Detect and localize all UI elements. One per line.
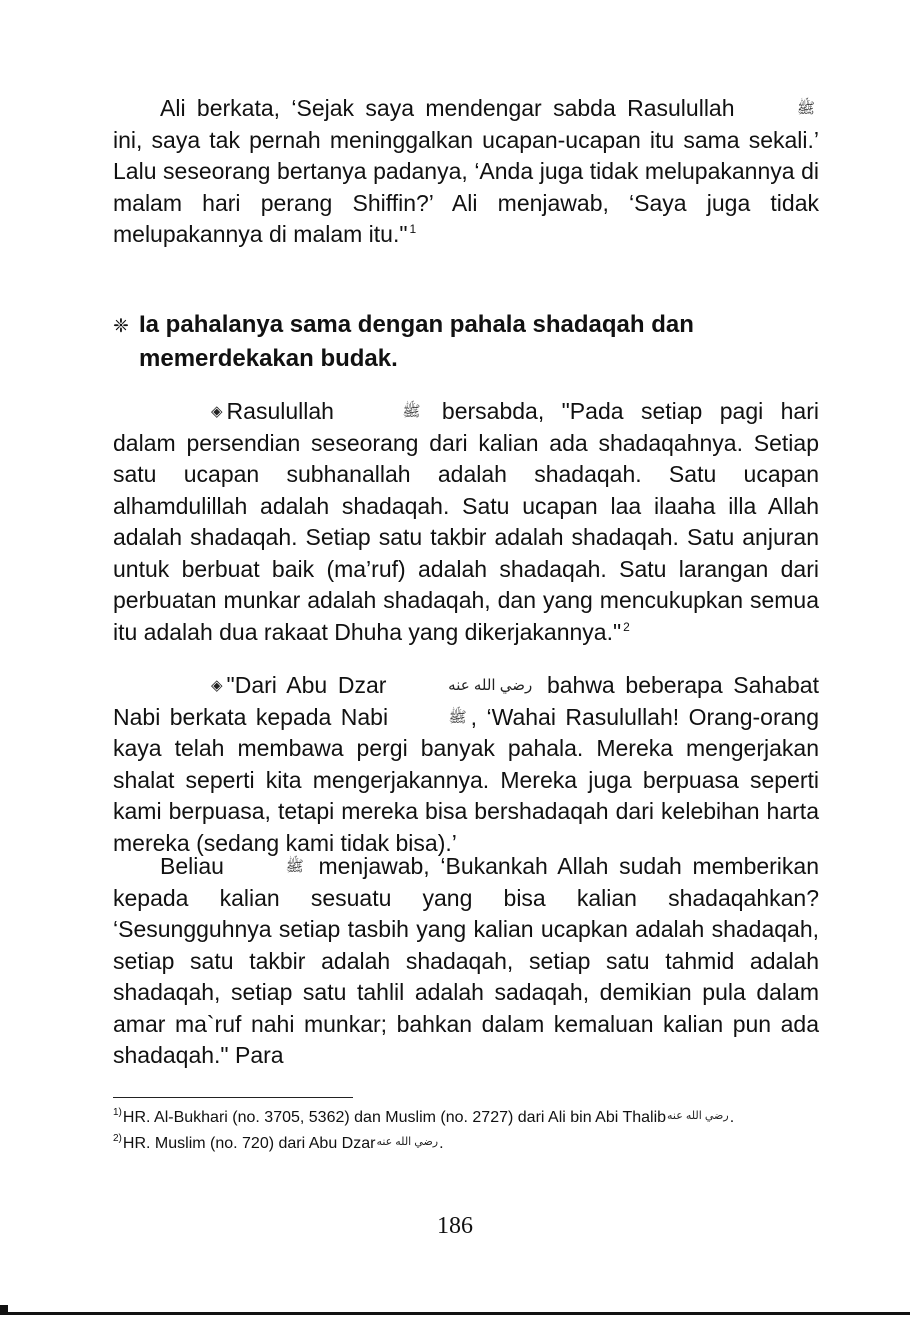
footnote-marker: 2)	[113, 1133, 122, 1144]
paragraph-text: Beliau	[160, 853, 235, 879]
salawat-symbol-icon: ﷺ	[796, 100, 815, 117]
salawat-symbol-icon: ﷺ	[285, 858, 304, 875]
scan-bottom-border	[0, 1312, 910, 1315]
footnote-ref-1: 1	[409, 222, 417, 236]
flower-bullet-icon: ❈	[113, 316, 129, 337]
page-number: 186	[437, 1213, 473, 1239]
footnote-marker: 1)	[113, 1107, 122, 1118]
paragraph-text: menjawab, ‘Bukankah Allah sudah memberikan kepada kalian sesuatu yang bisa kalian shadaqahkan? ‘Sesungguhnya setiap tasbih yang kalian ucapkan adalah shadaqah, setiap satu takbir adalah shadaqah, setiap satu tahmid adalah shadaqah, setiap satu tahlil adalah sadaqah, demikian pula dalam amar ma`ruf nahi munkar; bahkan dalam kemaluan kalian pun ada shadaqah." Para	[113, 853, 819, 1068]
paragraph-abu-dzar	[113, 670, 819, 859]
footnote-1	[113, 1104, 833, 1130]
radiyallahu-symbol-icon: رضي الله عنه	[667, 1110, 729, 1122]
footnote-end: .	[439, 1135, 444, 1152]
paragraph-text: Ali berkata, ‘Sejak saya mendengar sabda Rasulullah	[160, 95, 746, 121]
footnote-2	[113, 1130, 833, 1156]
paragraph-text: bahwa beberapa Sahabat Nabi berkata kepada Nabi	[113, 672, 819, 730]
paragraph-hadith-shadaqah	[113, 396, 819, 648]
diamond-bullet-icon: ◈	[211, 403, 223, 420]
paragraph-text: Rasulullah	[226, 398, 352, 424]
footnote-ref-2: 2	[623, 619, 630, 634]
footnote-text: HR. Al-Bukhari (no. 3705, 5362) dan Muslim (no. 2727) dari Ali bin Abi Thalib	[122, 1109, 667, 1126]
paragraph-text: ini, saya tak pernah meninggalkan ucapan-ucapan itu sama sekali.’ Lalu seseorang bertanya padanya, ‘Anda juga tidak melupakannya di malam hari perang Shiffin?’ Ali menjawab, ‘Saya juga tidak melupakannya di malam itu."	[113, 126, 819, 247]
radiyallahu-symbol-icon: رضي الله عنه	[448, 677, 533, 694]
paragraph-text: "Dari Abu Dzar	[226, 672, 398, 698]
footnote-end: .	[729, 1109, 735, 1126]
paragraph-text: , ‘Wahai Rasulullah! Orang-orang kaya telah membawa pergi banyak pahala. Mereka mengerjakan shalat seperti kita mengerjakannya. Mereka juga berpuasa seperti kami berpuasa, tetapi mereka bisa bershadaqah dari kelebihan harta mereka (sedang kami tidak bisa).’	[113, 703, 819, 856]
footnotes	[113, 1104, 833, 1156]
paragraph-ali-statement	[113, 93, 819, 251]
radiyallahu-symbol-icon: رضي الله عنه	[376, 1136, 439, 1148]
footnote-text: HR. Muslim (no. 720) dari Abu Dzar	[122, 1135, 376, 1152]
diamond-bullet-icon: ◈	[211, 677, 223, 694]
paragraph-beliau-answer	[113, 851, 819, 1072]
section-heading-line	[113, 309, 819, 375]
salawat-symbol-icon: ﷺ	[448, 708, 467, 726]
salawat-symbol-icon: ﷺ	[402, 403, 421, 420]
section-heading	[113, 309, 819, 375]
footnote-divider	[113, 1097, 353, 1098]
section-heading-text: Ia pahalanya sama dengan pahala shadaqah dan memerdekakan budak.	[139, 311, 694, 372]
paragraph-text: bersabda, "Pada setiap pagi hari dalam persendian seseorang dari kalian ada shadaqahnya. Setiap satu ucapan subhanallah adalah shadaqah. Satu ucapan alhamdulillah adalah shadaqah. Satu ucapan laa ilaaha illa Allah adalah shadaqah. Setiap satu takbir adalah shadaqah. Satu anjuran untuk berbuat baik (ma’ruf) adalah shadaqah. Satu larangan dari perbuatan munkar adalah shadaqah, dan yang mencukupkan semua itu adalah dua rakaat Dhuha yang dikerjakannya."	[113, 398, 819, 645]
